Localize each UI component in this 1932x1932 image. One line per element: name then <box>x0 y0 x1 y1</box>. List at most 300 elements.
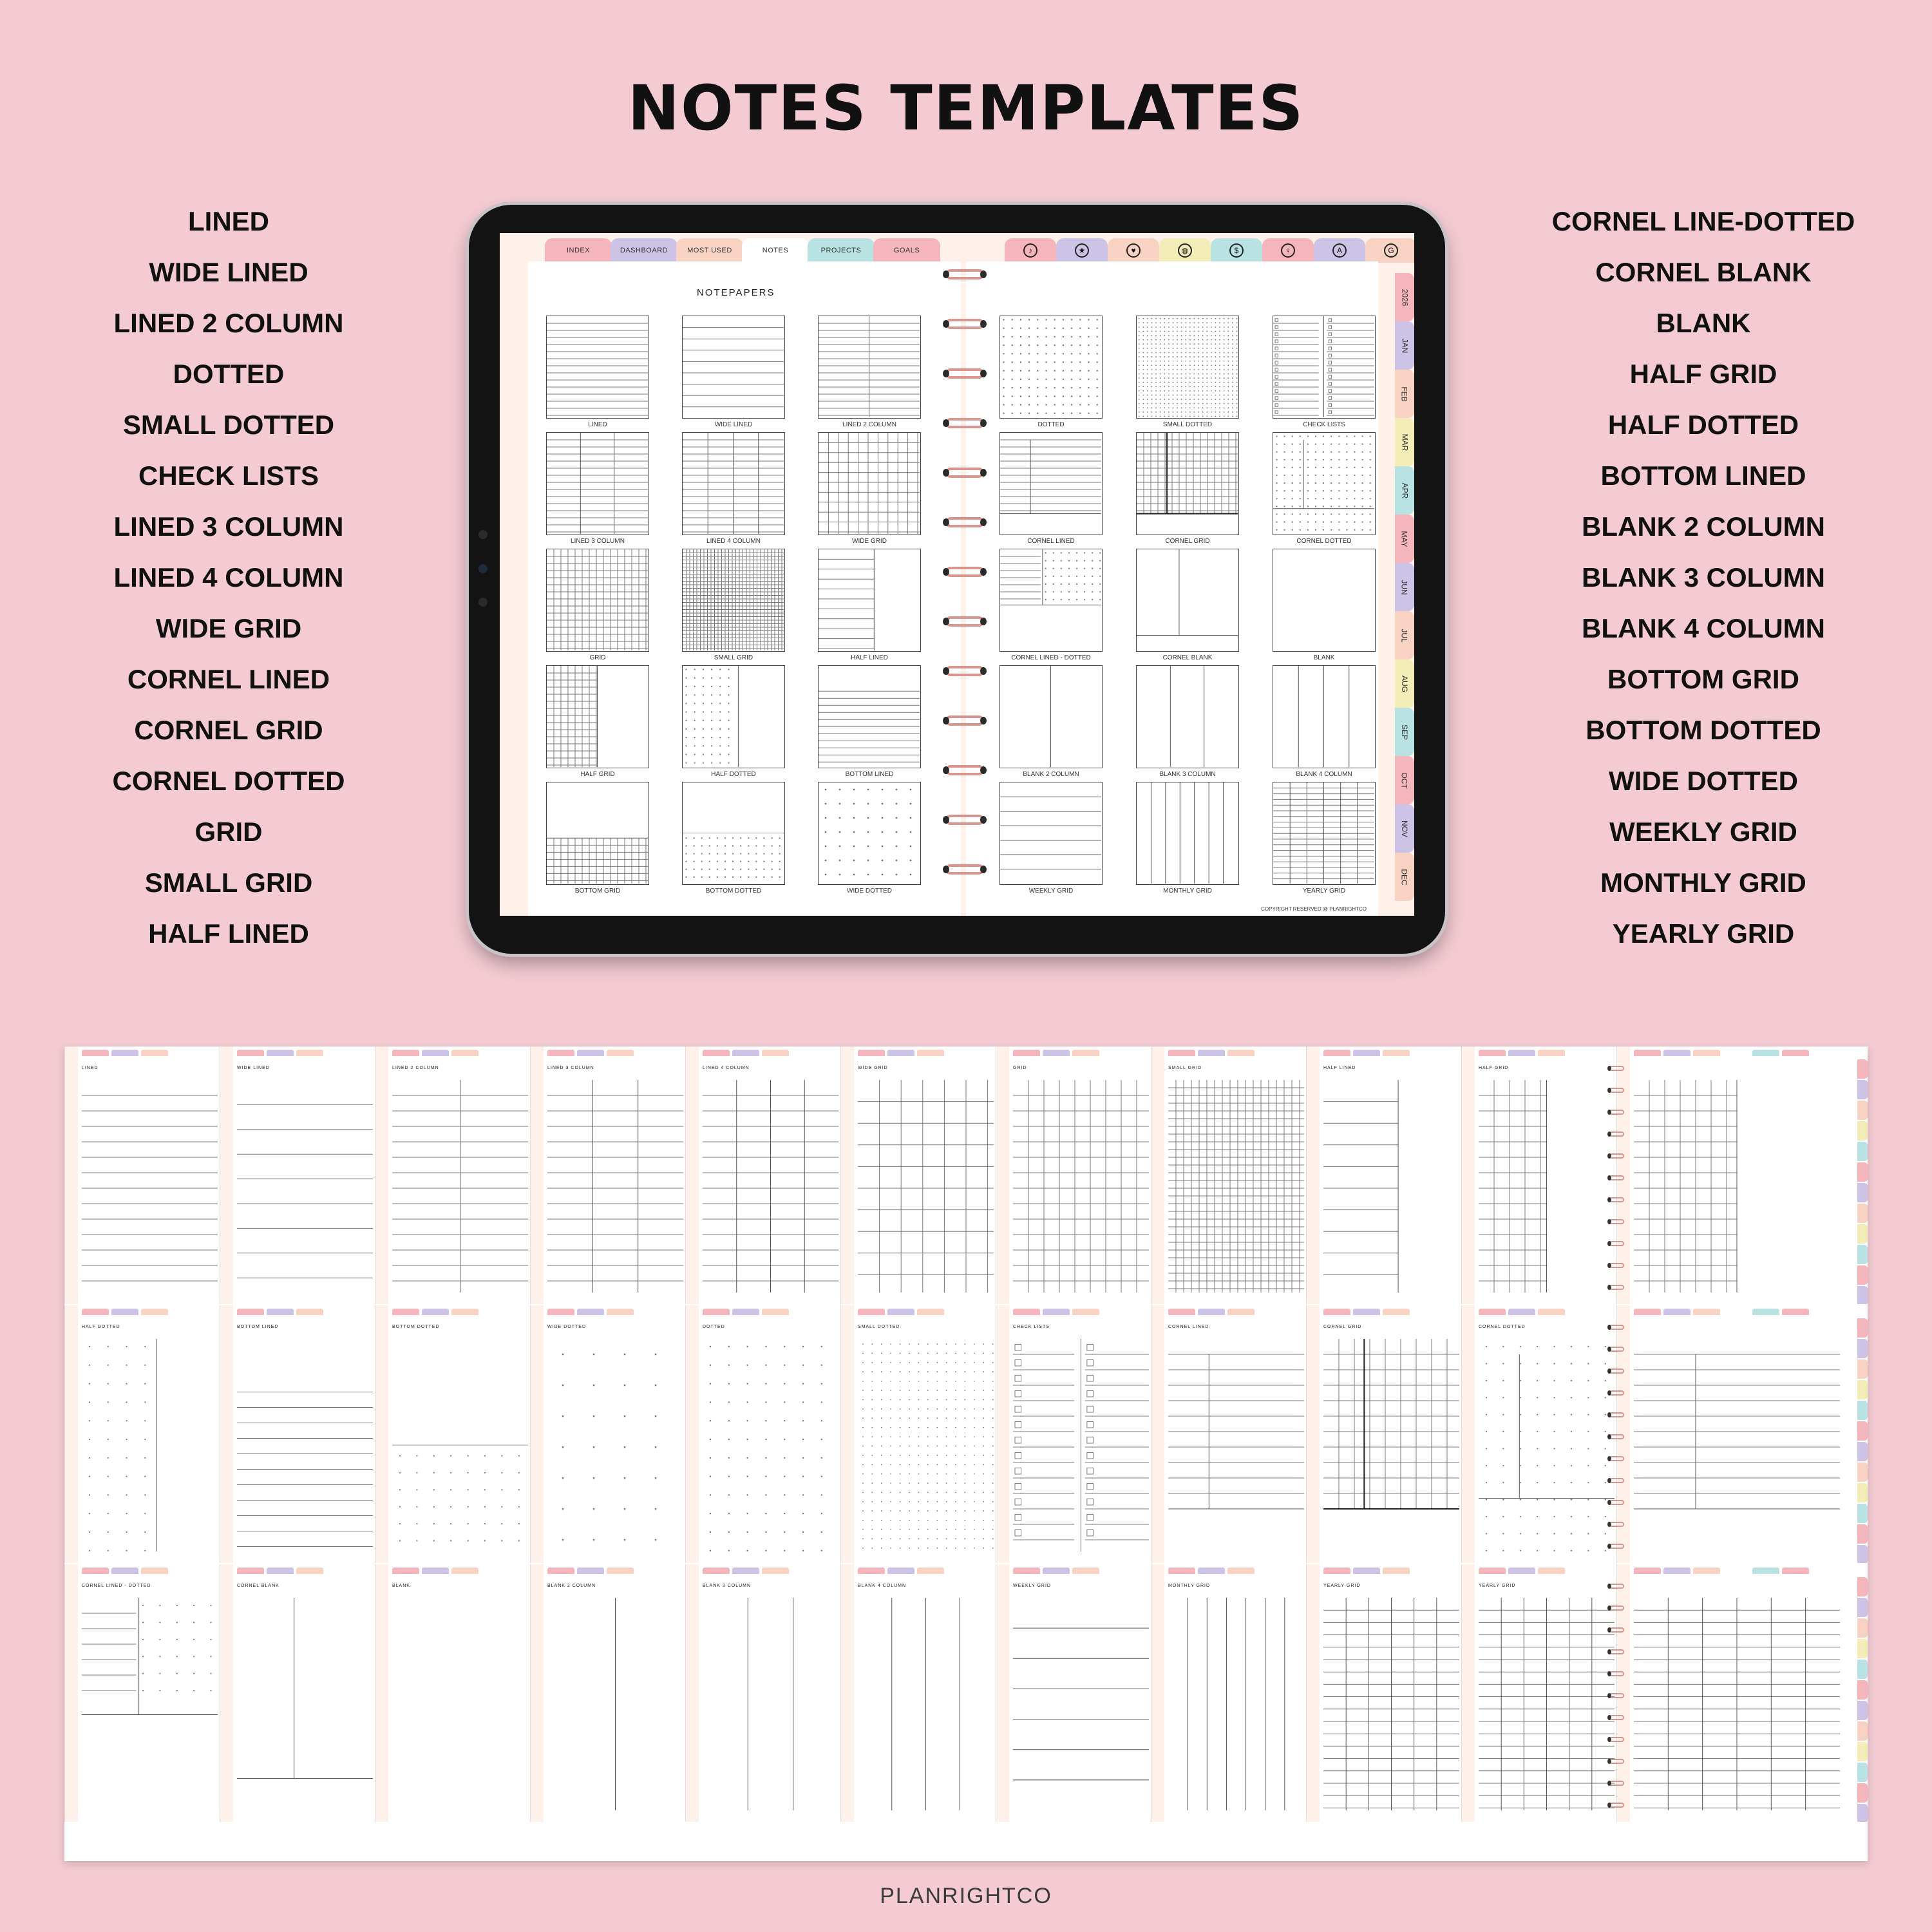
template-thumb-label: WIDE DOTTED <box>847 887 892 895</box>
month-tab-aug[interactable] <box>1395 659 1414 708</box>
left_list-item: LINED 4 COLUMN <box>113 562 344 592</box>
page-margin <box>1462 1564 1475 1822</box>
preview-page-body <box>1323 1080 1461 1295</box>
preview-ring <box>1609 1219 1624 1224</box>
preview-spiral <box>1609 1325 1624 1557</box>
preview-page-label: CHECK LISTS <box>1013 1325 1050 1329</box>
preview-page[interactable] <box>840 1305 996 1563</box>
preview-ring <box>1609 1197 1624 1202</box>
preview-page[interactable] <box>530 1564 685 1822</box>
tablet-camera-2 <box>478 598 488 607</box>
template-thumb[interactable] <box>546 549 649 652</box>
preview-page-body <box>547 1339 685 1554</box>
template-thumb[interactable] <box>999 782 1103 885</box>
left_list-item: CHECK LISTS <box>138 460 319 491</box>
page-margin <box>375 1046 388 1304</box>
preview-page-body <box>547 1080 685 1295</box>
mini-tabs <box>703 1309 821 1315</box>
preview-page[interactable] <box>220 1305 375 1563</box>
template-thumb-label: BLANK 3 COLUMN <box>1159 771 1216 778</box>
template-thumb[interactable] <box>546 432 649 535</box>
template-thumb-label: BOTTOM GRID <box>574 887 621 895</box>
template-thumb[interactable] <box>999 549 1103 652</box>
mini-tabs <box>82 1309 200 1315</box>
mini-tabs <box>1013 1309 1132 1315</box>
preview-page[interactable] <box>1461 1564 1616 1822</box>
template-thumb-label: MONTHLY GRID <box>1163 887 1212 895</box>
preview-page-body <box>547 1598 685 1813</box>
template-thumb[interactable] <box>546 316 649 419</box>
preview-page-label: LINED 3 COLUMN <box>547 1066 594 1070</box>
preview-ring <box>1609 1434 1624 1439</box>
mini-tabs <box>1479 1567 1597 1574</box>
binder-ring <box>945 815 984 825</box>
preview-ring <box>1609 1175 1624 1180</box>
month-tab-apr[interactable] <box>1395 466 1414 515</box>
template-thumb-label: LINED 3 COLUMN <box>571 538 625 545</box>
right_list-item: BLANK 4 COLUMN <box>1582 613 1825 643</box>
month-tab-label: 2026 <box>1399 289 1409 306</box>
month-tab-jan[interactable] <box>1395 321 1414 370</box>
month-tab-nov[interactable] <box>1395 804 1414 853</box>
left_list-item: CORNEL LINED <box>127 664 330 694</box>
template-thumb[interactable] <box>546 665 649 768</box>
preview-page[interactable] <box>1461 1305 1616 1563</box>
preview-page-body <box>1013 1339 1151 1554</box>
template-thumb-label: CORNEL LINED <box>1027 538 1075 545</box>
preview-page-body <box>1479 1080 1616 1295</box>
preview-page[interactable] <box>530 1305 685 1563</box>
tablet-screen <box>500 233 1414 916</box>
page-preview-strip <box>64 1046 1868 1861</box>
mini-month-tabs <box>1857 1577 1868 1822</box>
template-thumb-label: DOTTED <box>1037 421 1065 428</box>
preview-page[interactable] <box>1616 1046 1868 1304</box>
template-thumb[interactable] <box>999 432 1103 535</box>
template-thumb-label: BLANK 2 COLUMN <box>1023 771 1079 778</box>
binder-ring <box>945 765 984 775</box>
binder-ring <box>945 368 984 379</box>
mini-tabs <box>392 1050 511 1056</box>
page-margin <box>841 1305 854 1563</box>
preview-page-body <box>237 1339 375 1554</box>
planner-section-tabs <box>545 238 939 263</box>
template-thumb-label: GRID <box>589 654 606 661</box>
month-tab-mar[interactable] <box>1395 418 1414 466</box>
right_list-item: CORNEL BLANK <box>1595 257 1812 287</box>
preview-page-label: CORNEL LINED - DOTTED <box>82 1584 151 1588</box>
mini-tabs <box>237 1309 355 1315</box>
left_list-item: WIDE LINED <box>149 257 308 287</box>
template-thumb-label: SMALL GRID <box>714 654 753 661</box>
tab-dashboard[interactable]: DASHBOARD <box>611 238 677 263</box>
preview-page[interactable] <box>1306 1305 1461 1563</box>
preview-page[interactable] <box>64 1305 220 1563</box>
right_list-item: BLANK 3 COLUMN <box>1582 562 1825 592</box>
binder-ring <box>945 666 984 676</box>
right_list-item: CORNEL LINE-DOTTED <box>1551 206 1855 236</box>
preview-ring <box>1609 1088 1624 1093</box>
tab-projects[interactable]: PROJECTS <box>808 238 875 263</box>
preview-page-label: HALF GRID <box>1479 1066 1509 1070</box>
mini-tabs <box>1323 1309 1442 1315</box>
copyright-text: COPYRIGHT RESERVED @ PLANRIGHTCO <box>1261 906 1367 912</box>
template-thumb-label: BLANK <box>1313 654 1335 661</box>
mini-tabs <box>237 1567 355 1574</box>
preview-page-body <box>858 1339 996 1554</box>
month-tab-label: JUN <box>1400 579 1409 595</box>
template-thumb-label: BLANK 4 COLUMN <box>1296 771 1352 778</box>
preview-page-body <box>1323 1598 1461 1813</box>
page-margin <box>1151 1305 1164 1563</box>
tab-notes[interactable]: NOTES <box>742 238 809 263</box>
star-icon: ★ <box>1075 243 1089 258</box>
template-thumb-label: HALF GRID <box>580 771 615 778</box>
left-page <box>528 261 961 916</box>
preview-ring <box>1609 1347 1624 1352</box>
template-thumb[interactable] <box>818 549 921 652</box>
preview-page-body <box>1013 1080 1151 1295</box>
preview-page-label: SMALL DOTTED <box>858 1325 900 1329</box>
mini-tabs <box>82 1050 200 1056</box>
template-thumb[interactable] <box>999 316 1103 419</box>
preview-page[interactable] <box>375 1564 530 1822</box>
preview-page-label: LINED <box>82 1066 99 1070</box>
mini-tabs <box>1168 1050 1287 1056</box>
month-tab-label: FEB <box>1400 386 1409 402</box>
preview-page-body <box>858 1080 996 1295</box>
template-thumb[interactable] <box>818 316 921 419</box>
template-thumb[interactable] <box>818 782 921 885</box>
preview-page-body <box>1168 1598 1306 1813</box>
preview-page-body <box>1634 1080 1868 1295</box>
preview-page-label: YEARLY GRID <box>1323 1584 1361 1588</box>
page-margin <box>220 1046 233 1304</box>
right_list-item: MONTHLY GRID <box>1600 867 1806 898</box>
template-thumb[interactable] <box>1273 782 1376 885</box>
preview-ring <box>1609 1456 1624 1461</box>
preview-page-label: BOTTOM LINED <box>237 1325 279 1329</box>
right-template-list <box>1523 201 1884 964</box>
preview-page[interactable] <box>1306 1046 1461 1304</box>
preview-ring <box>1609 1759 1624 1764</box>
tablet-device <box>469 205 1445 954</box>
planner-month-tabs <box>1395 273 1414 901</box>
tablet-sensor <box>478 564 488 573</box>
tablet-camera <box>478 530 488 539</box>
preview-page[interactable] <box>996 1305 1151 1563</box>
mini-tabs <box>1479 1309 1597 1315</box>
right_list-item: HALF GRID <box>1629 359 1777 389</box>
icon-tab-2[interactable] <box>1108 238 1159 263</box>
preview-page-label: HALF DOTTED <box>82 1325 120 1329</box>
mini-tabs <box>1634 1050 1812 1056</box>
preview-page-label: LINED 2 COLUMN <box>392 1066 439 1070</box>
month-tab-label: OCT <box>1400 772 1409 789</box>
preview-page[interactable] <box>1151 1564 1306 1822</box>
icon-tab-7[interactable] <box>1365 238 1414 263</box>
page-margin <box>220 1305 233 1563</box>
left_list-item: HALF LINED <box>148 918 309 949</box>
preview-page-label: CORNEL DOTTED <box>1479 1325 1526 1329</box>
month-tab-jun[interactable] <box>1395 563 1414 611</box>
preview-page-body <box>1323 1339 1461 1554</box>
mini-tabs <box>1323 1567 1442 1574</box>
mini-tabs <box>547 1567 666 1574</box>
icon-tab-0[interactable] <box>1005 238 1056 263</box>
right_list-item: YEARLY GRID <box>1612 918 1795 949</box>
template-thumb[interactable] <box>1273 549 1376 652</box>
preview-page-body <box>1013 1598 1151 1813</box>
page-margin <box>1151 1564 1164 1822</box>
preview-page-label: BLANK 3 COLUMN <box>703 1584 752 1588</box>
icon-tab-1[interactable] <box>1056 238 1108 263</box>
page-margin <box>1151 1046 1164 1304</box>
icon-tab-5[interactable] <box>1262 238 1314 263</box>
preview-page-body <box>82 1339 220 1554</box>
template-thumb[interactable] <box>1273 665 1376 768</box>
template-thumb[interactable] <box>1273 432 1376 535</box>
month-tab-label: JAN <box>1399 338 1409 353</box>
page-margin <box>1307 1305 1320 1563</box>
mini-tabs <box>703 1567 821 1574</box>
template-thumb[interactable] <box>1136 549 1239 652</box>
template-thumb[interactable] <box>818 665 921 768</box>
preview-page-label: DOTTED <box>703 1325 725 1329</box>
template-thumb-label: WIDE GRID <box>852 538 887 545</box>
right_list-item: HALF DOTTED <box>1607 410 1799 440</box>
mini-tabs <box>1013 1050 1132 1056</box>
month-tab-feb[interactable] <box>1395 370 1414 418</box>
month-tab-jul[interactable] <box>1395 611 1414 659</box>
left_list-item: LINED 2 COLUMN <box>113 308 344 338</box>
template-thumb[interactable] <box>1136 432 1239 535</box>
page-margin <box>996 1564 1009 1822</box>
person-icon: ♀ <box>1281 243 1295 258</box>
mini-tabs <box>858 1050 976 1056</box>
binder-ring <box>945 468 984 478</box>
globe-icon: ◍ <box>1178 243 1192 258</box>
month-tab-label: JUL <box>1400 628 1409 643</box>
preview-ring <box>1609 1241 1624 1246</box>
page-title: NOTES TEMPLATES <box>627 72 1305 144</box>
mini-month-tabs <box>1857 1318 1868 1563</box>
page-margin <box>531 1564 544 1822</box>
month-tab-may[interactable] <box>1395 515 1414 563</box>
preview-page-body <box>1168 1339 1306 1554</box>
page-margin <box>1307 1564 1320 1822</box>
page-margin <box>1462 1046 1475 1304</box>
preview-spiral <box>1609 1066 1624 1298</box>
mini-month-tabs <box>1857 1059 1868 1304</box>
template-thumb[interactable] <box>999 665 1103 768</box>
preview-page-body <box>1479 1339 1616 1554</box>
template-thumb-label: LINED 4 COLUMN <box>706 538 761 545</box>
preview-page[interactable] <box>996 1564 1151 1822</box>
page-margin <box>686 1564 699 1822</box>
template-thumb[interactable] <box>1136 316 1239 419</box>
preview-page[interactable] <box>375 1046 530 1304</box>
preview-page-label: HALF LINED <box>1323 1066 1356 1070</box>
preview-page[interactable] <box>1151 1305 1306 1563</box>
left_list-item: SMALL DOTTED <box>122 410 335 440</box>
preview-page-label: CORNEL BLANK <box>237 1584 279 1588</box>
binder-ring <box>945 864 984 875</box>
template-thumb[interactable] <box>682 782 785 885</box>
page-margin <box>996 1305 1009 1563</box>
binder-ring <box>945 418 984 428</box>
month-tab-dec[interactable] <box>1395 853 1414 901</box>
icon-tab-4[interactable] <box>1211 238 1262 263</box>
month-tab-label: DEC <box>1400 868 1409 886</box>
preview-page-body <box>703 1080 840 1295</box>
preview-page[interactable] <box>64 1564 220 1822</box>
left_list-item: CORNEL DOTTED <box>112 766 345 796</box>
preview-page-body <box>82 1598 220 1813</box>
letter-g-icon: G <box>1384 243 1398 258</box>
preview-page-body <box>1634 1339 1868 1554</box>
left_list-item: DOTTED <box>173 359 285 389</box>
page-margin <box>841 1564 854 1822</box>
binder-ring <box>945 269 984 279</box>
template-thumb[interactable] <box>682 316 785 419</box>
preview-page-label: WEEKLY GRID <box>1013 1584 1051 1588</box>
preview-page-body <box>1634 1598 1868 1813</box>
mini-tabs <box>1013 1567 1132 1574</box>
preview-page-label: CORNEL LINED <box>1168 1325 1209 1329</box>
page-margin <box>996 1046 1009 1304</box>
preview-page-label: WIDE DOTTED <box>547 1325 586 1329</box>
template-thumb-label: YEARLY GRID <box>1302 887 1346 895</box>
preview-page-label: YEARLY GRID <box>1479 1584 1516 1588</box>
mini-tabs <box>1634 1309 1812 1315</box>
right_list-item: BLANK <box>1656 308 1751 338</box>
template-thumb-label: HALF LINED <box>851 654 888 661</box>
mini-tabs <box>392 1309 511 1315</box>
template-thumb[interactable] <box>818 432 921 535</box>
preview-page-body <box>237 1598 375 1813</box>
template-thumb[interactable] <box>682 432 785 535</box>
preview-page[interactable] <box>685 1046 840 1304</box>
template-thumb-label: CORNEL BLANK <box>1162 654 1213 661</box>
preview-page[interactable] <box>1461 1046 1616 1304</box>
preview-page-label: LINED 4 COLUMN <box>703 1066 750 1070</box>
preview-page[interactable] <box>1151 1046 1306 1304</box>
preview-page[interactable] <box>1306 1564 1461 1822</box>
month-tab-label: NOV <box>1399 820 1409 837</box>
binder-ring <box>945 567 984 577</box>
mini-tabs <box>1168 1567 1287 1574</box>
template-thumb-label: HALF DOTTED <box>711 771 756 778</box>
preview-page[interactable] <box>840 1564 996 1822</box>
page-margin <box>686 1046 699 1304</box>
preview-page[interactable] <box>1616 1564 1868 1822</box>
page-margin <box>1462 1305 1475 1563</box>
tab-most-used[interactable]: MOST USED <box>676 238 743 263</box>
preview-page[interactable] <box>840 1046 996 1304</box>
preview-page[interactable] <box>1616 1305 1868 1563</box>
binder-ring <box>945 616 984 627</box>
template-thumb-label: BOTTOM DOTTED <box>705 887 762 895</box>
month-tab-label: APR <box>1400 482 1409 498</box>
icon-tab-6[interactable] <box>1314 238 1365 263</box>
page-margin <box>375 1305 388 1563</box>
notepapers-heading: NOTEPAPERS <box>697 287 775 298</box>
preview-page[interactable] <box>220 1046 375 1304</box>
right_list-item: WEEKLY GRID <box>1609 817 1797 847</box>
page-margin <box>65 1046 78 1304</box>
preview-ring <box>1609 1412 1624 1417</box>
template-thumb[interactable] <box>1273 316 1376 419</box>
right_list-item: BLANK 2 COLUMN <box>1582 511 1825 542</box>
planner-icon-tabs <box>1005 238 1414 263</box>
template-thumb-label: SMALL DOTTED <box>1162 421 1213 428</box>
left_list-item: LINED <box>188 206 269 236</box>
month-tab-sep[interactable] <box>1395 708 1414 756</box>
mini-tabs <box>858 1309 976 1315</box>
preview-page-label: BLANK <box>392 1584 410 1588</box>
preview-page[interactable] <box>685 1564 840 1822</box>
preview-page[interactable] <box>685 1305 840 1563</box>
month-tab-2026[interactable] <box>1395 273 1414 321</box>
preview-page[interactable] <box>996 1046 1151 1304</box>
preview-ring <box>1609 1584 1624 1589</box>
mini-tabs <box>858 1567 976 1574</box>
template-thumb-label: LINED <box>588 421 607 428</box>
template-thumb[interactable] <box>546 782 649 885</box>
template-thumb[interactable] <box>682 549 785 652</box>
template-thumb-label: CORNEL DOTTED <box>1296 538 1352 545</box>
preview-page[interactable] <box>220 1564 375 1822</box>
preview-ring <box>1609 1500 1624 1505</box>
page-margin <box>65 1564 78 1822</box>
tab-goals[interactable]: GOALS <box>873 238 940 263</box>
preview-spiral <box>1609 1584 1624 1815</box>
preview-ring <box>1609 1478 1624 1483</box>
preview-page-body <box>1479 1598 1616 1813</box>
spiral-binding <box>936 269 994 900</box>
preview-page[interactable] <box>375 1305 530 1563</box>
preview-page-body <box>392 1339 530 1554</box>
preview-page-label: WIDE LINED <box>237 1066 270 1070</box>
preview-page[interactable] <box>530 1046 685 1304</box>
template-thumb-label: CORNEL GRID <box>1165 538 1210 545</box>
tab-index[interactable]: INDEX <box>545 238 612 263</box>
month-tab-oct[interactable] <box>1395 756 1414 804</box>
heart-icon: ♥ <box>1126 243 1141 258</box>
icon-tab-3[interactable] <box>1159 238 1211 263</box>
preview-page[interactable] <box>64 1046 220 1304</box>
preview-page-body <box>82 1080 220 1295</box>
template-thumb[interactable] <box>682 665 785 768</box>
page-margin <box>1307 1046 1320 1304</box>
left_list-item: GRID <box>194 817 263 847</box>
preview-ring <box>1609 1285 1624 1290</box>
month-tab-label: MAR <box>1399 433 1409 451</box>
preview-ring <box>1609 1627 1624 1633</box>
preview-page-body <box>392 1080 530 1295</box>
page-margin <box>220 1564 233 1822</box>
preview-ring <box>1609 1325 1624 1330</box>
binder-ring <box>945 319 984 329</box>
page-margin <box>531 1305 544 1563</box>
template-thumb[interactable] <box>1136 665 1239 768</box>
mini-tabs <box>392 1567 511 1574</box>
page-margin <box>841 1046 854 1304</box>
left_list-item: CORNEL GRID <box>134 715 323 745</box>
page-margin <box>686 1305 699 1563</box>
template-thumb[interactable] <box>1136 782 1239 885</box>
